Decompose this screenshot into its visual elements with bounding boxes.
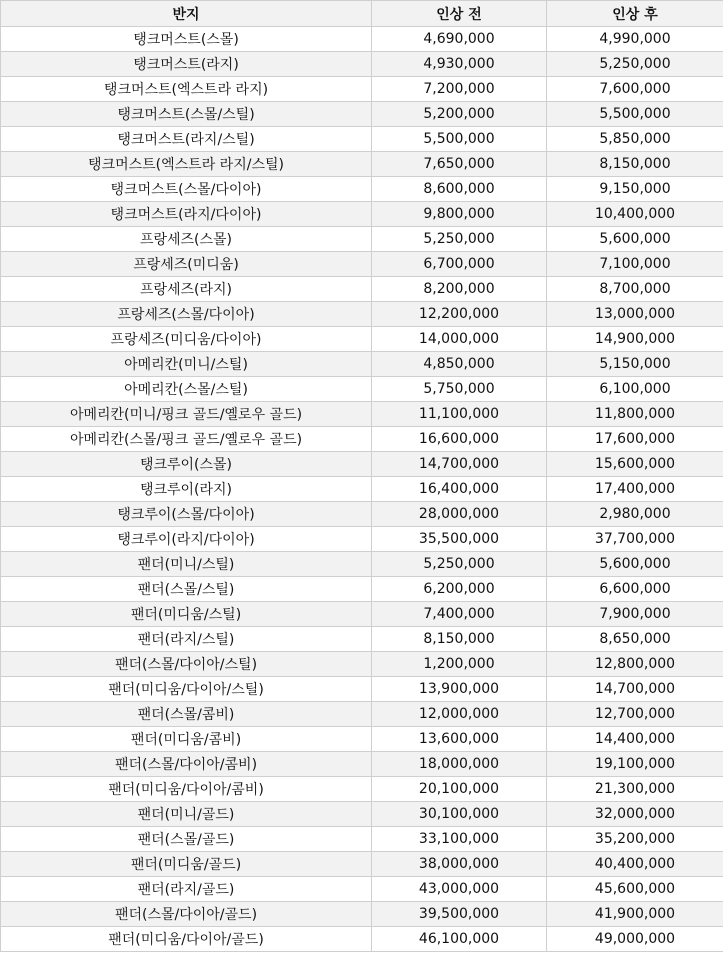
- ring-name-cell: 프랑세즈(미디움/다이아): [1, 327, 372, 352]
- ring-name-cell: 프랑세즈(라지): [1, 277, 372, 302]
- ring-name-cell: 팬더(스몰/콤비): [1, 702, 372, 727]
- table-row: [1, 327, 723, 352]
- table-row: [1, 152, 723, 177]
- price-before-cell: 16,400,000: [372, 477, 547, 502]
- price-after-cell: 11,800,000: [547, 402, 723, 427]
- price-after-cell: 49,000,000: [547, 927, 723, 952]
- ring-name-cell: 팬더(미니/스틸): [1, 552, 372, 577]
- price-before-cell: 5,500,000: [372, 127, 547, 152]
- ring-name-cell: 아메리칸(스몰/핑크 골드/옐로우 골드): [1, 427, 372, 452]
- price-before-cell: 1,200,000: [372, 652, 547, 677]
- table-row: [1, 227, 723, 252]
- price-after-cell: 12,700,000: [547, 702, 723, 727]
- table-row: [1, 302, 723, 327]
- ring-name-cell: 탱크머스트(스몰): [1, 27, 372, 52]
- table-row: [1, 652, 723, 677]
- table-row: [1, 127, 723, 152]
- ring-name-cell: 탱크루이(스몰/다이아): [1, 502, 372, 527]
- price-after-cell: 45,600,000: [547, 877, 723, 902]
- price-after-cell: 32,000,000: [547, 802, 723, 827]
- table-header: [1, 1, 723, 27]
- price-after-cell: 5,850,000: [547, 127, 723, 152]
- price-after-cell: 7,900,000: [547, 602, 723, 627]
- table-row: [1, 377, 723, 402]
- ring-name-cell: 팬더(미디움/스틸): [1, 602, 372, 627]
- price-before-cell: 13,600,000: [372, 727, 547, 752]
- table-row: [1, 752, 723, 777]
- price-after-cell: 5,150,000: [547, 352, 723, 377]
- price-after-cell: 14,900,000: [547, 327, 723, 352]
- price-after-cell: 6,100,000: [547, 377, 723, 402]
- table-row: [1, 402, 723, 427]
- table-row: [1, 852, 723, 877]
- ring-name-cell: 팬더(라지/골드): [1, 877, 372, 902]
- ring-name-cell: 아메리칸(스몰/스틸): [1, 377, 372, 402]
- ring-name-cell: 탱크루이(라지): [1, 477, 372, 502]
- table-row: [1, 77, 723, 102]
- table-row: [1, 552, 723, 577]
- table-row: [1, 352, 723, 377]
- header-price-after: 인상 후: [547, 1, 723, 27]
- price-after-cell: 7,600,000: [547, 77, 723, 102]
- price-after-cell: 40,400,000: [547, 852, 723, 877]
- price-before-cell: 4,690,000: [372, 27, 547, 52]
- price-before-cell: 28,000,000: [372, 502, 547, 527]
- ring-name-cell: 팬더(스몰/다이아/콤비): [1, 752, 372, 777]
- price-before-cell: 13,900,000: [372, 677, 547, 702]
- table-row: [1, 602, 723, 627]
- price-before-cell: 30,100,000: [372, 802, 547, 827]
- header-price-before: 인상 전: [372, 1, 547, 27]
- ring-name-cell: 팬더(라지/스틸): [1, 627, 372, 652]
- price-before-cell: 46,100,000: [372, 927, 547, 952]
- table-row: [1, 477, 723, 502]
- price-before-cell: 5,750,000: [372, 377, 547, 402]
- table-row: [1, 802, 723, 827]
- ring-name-cell: 팬더(미디움/다이아/콤비): [1, 777, 372, 802]
- price-before-cell: 14,000,000: [372, 327, 547, 352]
- ring-name-cell: 팬더(스몰/골드): [1, 827, 372, 852]
- price-after-cell: 13,000,000: [547, 302, 723, 327]
- price-after-cell: 15,600,000: [547, 452, 723, 477]
- price-after-cell: 7,100,000: [547, 252, 723, 277]
- ring-name-cell: 프랑세즈(스몰/다이아): [1, 302, 372, 327]
- table-row: [1, 427, 723, 452]
- price-after-cell: 9,150,000: [547, 177, 723, 202]
- price-before-cell: 16,600,000: [372, 427, 547, 452]
- price-after-cell: 14,400,000: [547, 727, 723, 752]
- ring-name-cell: 팬더(스몰/다이아/골드): [1, 902, 372, 927]
- price-before-cell: 11,100,000: [372, 402, 547, 427]
- ring-name-cell: 탱크머스트(라지): [1, 52, 372, 77]
- price-after-cell: 14,700,000: [547, 677, 723, 702]
- price-before-cell: 4,930,000: [372, 52, 547, 77]
- price-before-cell: 5,250,000: [372, 227, 547, 252]
- table-row: [1, 52, 723, 77]
- price-before-cell: 12,200,000: [372, 302, 547, 327]
- price-before-cell: 14,700,000: [372, 452, 547, 477]
- ring-name-cell: 탱크루이(스몰): [1, 452, 372, 477]
- price-after-cell: 5,600,000: [547, 552, 723, 577]
- ring-name-cell: 팬더(스몰/다이아/스틸): [1, 652, 372, 677]
- price-before-cell: 20,100,000: [372, 777, 547, 802]
- ring-name-cell: 탱크머스트(스몰/다이아): [1, 177, 372, 202]
- price-after-cell: 6,600,000: [547, 577, 723, 602]
- table-row: [1, 252, 723, 277]
- price-before-cell: 39,500,000: [372, 902, 547, 927]
- price-after-cell: 10,400,000: [547, 202, 723, 227]
- price-before-cell: 9,800,000: [372, 202, 547, 227]
- price-before-cell: 5,200,000: [372, 102, 547, 127]
- price-before-cell: 35,500,000: [372, 527, 547, 552]
- price-after-cell: 35,200,000: [547, 827, 723, 852]
- price-after-cell: 19,100,000: [547, 752, 723, 777]
- price-before-cell: 12,000,000: [372, 702, 547, 727]
- table-row: [1, 777, 723, 802]
- table-row: [1, 27, 723, 52]
- price-before-cell: 43,000,000: [372, 877, 547, 902]
- ring-name-cell: 탱크머스트(라지/다이아): [1, 202, 372, 227]
- table-row: [1, 102, 723, 127]
- table-row: [1, 877, 723, 902]
- price-after-cell: 5,250,000: [547, 52, 723, 77]
- ring-name-cell: 프랑세즈(미디움): [1, 252, 372, 277]
- price-after-cell: 17,400,000: [547, 477, 723, 502]
- table-row: [1, 277, 723, 302]
- price-after-cell: 17,600,000: [547, 427, 723, 452]
- ring-name-cell: 탱크루이(라지/다이아): [1, 527, 372, 552]
- table-row: [1, 527, 723, 552]
- ring-name-cell: 탱크머스트(엑스트라 라지): [1, 77, 372, 102]
- ring-name-cell: 팬더(스몰/스틸): [1, 577, 372, 602]
- table-row: [1, 452, 723, 477]
- ring-name-cell: 탱크머스트(엑스트라 라지/스틸): [1, 152, 372, 177]
- ring-name-cell: 탱크머스트(라지/스틸): [1, 127, 372, 152]
- price-before-cell: 8,150,000: [372, 627, 547, 652]
- price-after-cell: 41,900,000: [547, 902, 723, 927]
- table-row: [1, 702, 723, 727]
- table-row: [1, 177, 723, 202]
- price-before-cell: 18,000,000: [372, 752, 547, 777]
- table-row: [1, 202, 723, 227]
- price-after-cell: 37,700,000: [547, 527, 723, 552]
- price-after-cell: 5,600,000: [547, 227, 723, 252]
- price-after-cell: 21,300,000: [547, 777, 723, 802]
- price-before-cell: 6,200,000: [372, 577, 547, 602]
- price-before-cell: 7,650,000: [372, 152, 547, 177]
- header-ring: 반지: [1, 1, 372, 27]
- price-before-cell: 33,100,000: [372, 827, 547, 852]
- table-row: [1, 902, 723, 927]
- header-row: [1, 1, 723, 27]
- ring-name-cell: 아메리칸(미니/핑크 골드/옐로우 골드): [1, 402, 372, 427]
- price-after-cell: 8,700,000: [547, 277, 723, 302]
- ring-name-cell: 팬더(미니/골드): [1, 802, 372, 827]
- ring-name-cell: 팬더(미디움/다이아/골드): [1, 927, 372, 952]
- price-after-cell: 4,990,000: [547, 27, 723, 52]
- ring-name-cell: 프랑세즈(스몰): [1, 227, 372, 252]
- price-after-cell: 5,500,000: [547, 102, 723, 127]
- table-row: [1, 627, 723, 652]
- price-before-cell: 8,200,000: [372, 277, 547, 302]
- price-after-cell: 2,980,000: [547, 502, 723, 527]
- table-row: [1, 577, 723, 602]
- table-row: [1, 827, 723, 852]
- price-before-cell: 6,700,000: [372, 252, 547, 277]
- ring-name-cell: 팬더(미디움/콤비): [1, 727, 372, 752]
- price-after-cell: 12,800,000: [547, 652, 723, 677]
- ring-name-cell: 팬더(미디움/골드): [1, 852, 372, 877]
- price-before-cell: 5,250,000: [372, 552, 547, 577]
- table-body: [1, 27, 723, 952]
- price-before-cell: 38,000,000: [372, 852, 547, 877]
- table-row: [1, 502, 723, 527]
- ring-name-cell: 탱크머스트(스몰/스틸): [1, 102, 372, 127]
- price-after-cell: 8,650,000: [547, 627, 723, 652]
- table-row: [1, 677, 723, 702]
- price-before-cell: 7,400,000: [372, 602, 547, 627]
- ring-name-cell: 아메리칸(미니/스틸): [1, 352, 372, 377]
- price-after-cell: 8,150,000: [547, 152, 723, 177]
- table-row: [1, 927, 723, 952]
- price-before-cell: 8,600,000: [372, 177, 547, 202]
- table-row: [1, 727, 723, 752]
- ring-name-cell: 팬더(미디움/다이아/스틸): [1, 677, 372, 702]
- price-before-cell: 4,850,000: [372, 352, 547, 377]
- price-before-cell: 7,200,000: [372, 77, 547, 102]
